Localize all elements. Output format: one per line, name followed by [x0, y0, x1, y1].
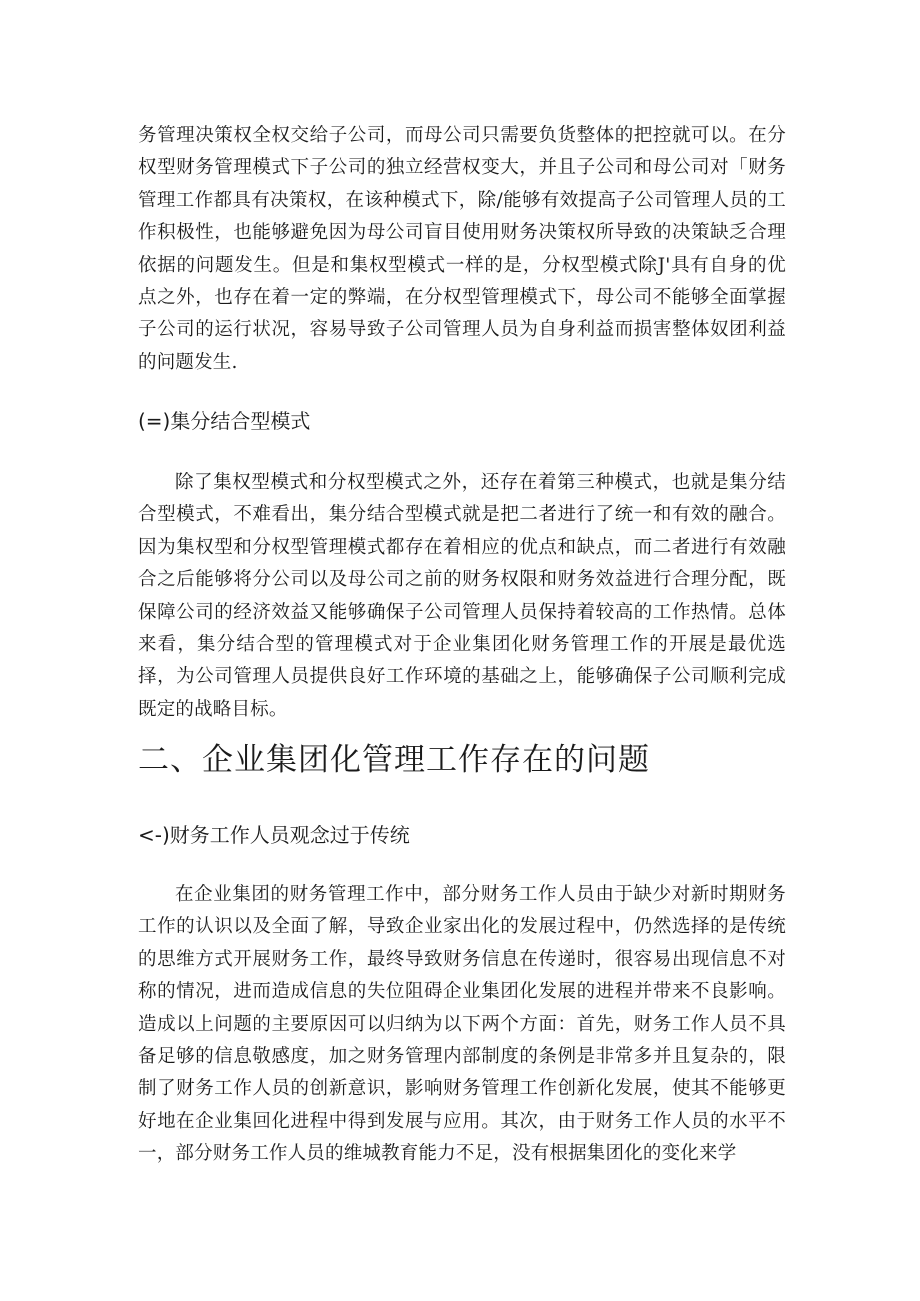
subheading-combined-mode: (=)集分结合型模式	[138, 409, 311, 433]
paragraph-traditional-concepts: 在企业集团的财务管理工作中，部分财务工作人员由于缺少对新时期财务工作的认识以及全面了解，导致企业家出化的发展过程中，仍然选择的是传统的思维方式开展财务工作，最终导致财务信息在传递时，很容易出现信息不对称的情况，进而造成信息的失位阻碍企业集团化发展的进程并带来不良影响。造成以上问题的主要原因可以归纳为以下两个方面：首先，财务工作人员不具备足够的信息敬感度，加之财务管理内部制度的条例是非常多并且复杂的，限制了财务工作人员的创新意识，影响财务管理工作创新化发展，使其不能够更好地在企业集回化进程中得到发展与应用。其次，由于财务工作人员的水平不一，部分财务工作人员的维城教育能力不足，没有根据集团化的变化来学	[138, 884, 786, 1165]
paragraph-decentralized-mode: 务管理决策权全权交给子公司，而母公司只需要负货整体的把控就可以。在分权型财务管理模式下子公司的独立经营权变大，并且子公司和母公司对「财务管理工作都具有决策权，在该种模式下，除/能够有效提高子公司管理人员的工作积极性，也能够避免因为母公司盲目使用财务决策权所导致的决策缺乏合理依据的问题发生。但是和集权型模式一样的是，分权型模式除J'具有自身的优点之外，也存在着一定的弊端，在分权型管理模式下，母公司不能够全面掌握子公司的运行状况，容易导致子公司管理人员为自身利益而损害整体奴团利益的问题发生.	[138, 125, 786, 373]
section-heading-problems: 二、企业集团化管理工作存在的问题	[138, 742, 650, 778]
paragraph-combined-mode: 除了集权型模式和分权型模式之外，还存在着第三种模式，也就是集分结合型模式，不难看出，集分结合型模式就是把二者进行了统一和有效的融合。因为集权型和分权型管理模式都存在着相应的优点和缺点，而二者进行有效融合之后能够将分公司以及母公司之前的财务权限和财务效益进行合理分配，既保障公司的经济效益又能够确保子公司管理人员保持着较高的工作热情。总体来看，集分结合型的管理模式对于企业集团化财务管理工作的开展是最优选择，为公司管理人员提供良好工作环境的基础之上，能够确保子公司顺利完成既定的战略目标。	[138, 472, 786, 720]
subheading-traditional-concepts: <-)财务工作人员观念过于传统	[138, 823, 410, 847]
